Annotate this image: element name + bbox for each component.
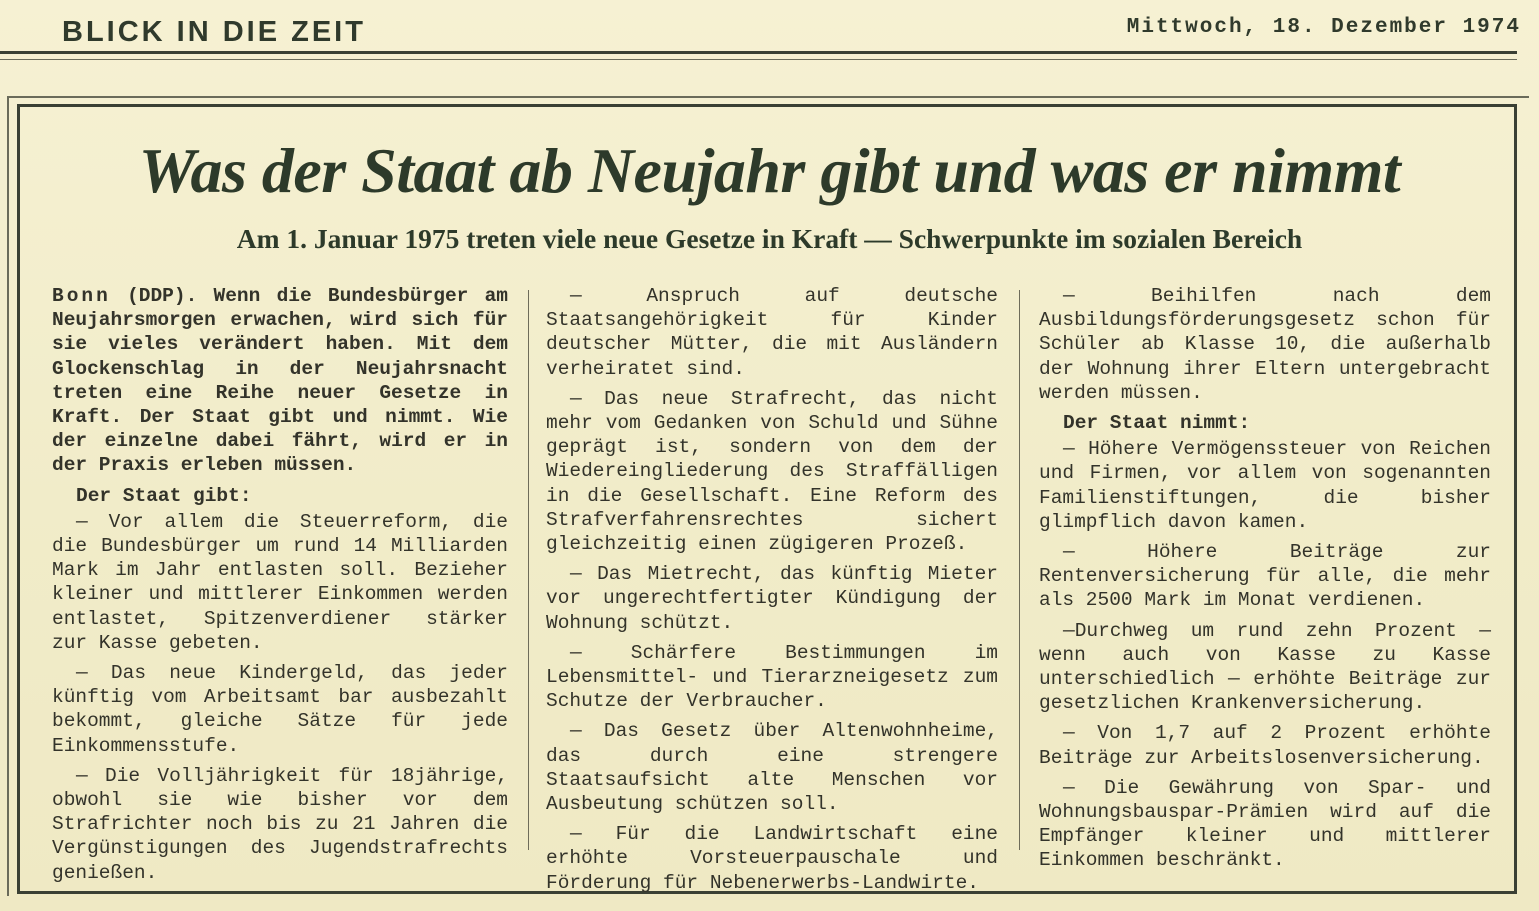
list-item: — Von 1,7 auf 2 Prozent erhöhte Beiträge zur Arbeitslosenversicherung. [1039, 722, 1491, 769]
list-item: — Die Volljährigkeit für 18jährige, obwohl sie wie bisher vor dem Strafrichter noch bis zu 21 Jahren die Vergünstigungen des Jugendstrafrechts genießen. [52, 764, 508, 884]
list-item: — Das neue Kindergeld, das jeder künftig vom Arbeitsamt bar ausbezahlt bekommt, gleiche Sätze für jede Einkommensstufe. [52, 662, 508, 757]
list-item: — Für die Landwirtschaft eine erhöhte Vorsteuerpauschale und Förderung für Nebenerwerbs-Landwirte. [546, 823, 998, 894]
list-item: — Vor allem die Steuerreform, die die Bundesbürger um rund 14 Milliarden Mark im Jahr entlasten soll. Bezieher kleiner und mittlerer Einkommen werden entlastet, Spitzenverdiener stärker zur Kasse gebeten. [52, 510, 508, 654]
list-item: — Die Gewährung von Spar- und Wohnungsbauspar-Prämien wird auf die Empfänger kleiner und mittlerer Einkommen beschränkt. [1039, 776, 1491, 872]
list-item: — Beihilfen nach dem Ausbildungsförderungsgesetz schon für Schüler ab Klasse 10, die außerhalb der Wohnung ihrer Eltern untergebracht werden müssen. [1039, 285, 1491, 404]
masthead-rule-thin [0, 59, 1517, 60]
masthead-rule [0, 51, 1517, 54]
issue-date: Mittwoch, 18. Dezember 1974 [1126, 16, 1521, 39]
list-item: — Das Mietrecht, das künftig Mieter vor ungerechtfertigter Kündigung der Wohnung schützt. [546, 563, 998, 634]
article-headline: Was der Staat ab Neujahr gibt und was er nimmt [138, 135, 1401, 206]
dateline-place: Bonn [52, 285, 111, 307]
article-column-1 [52, 284, 508, 891]
list-item: — Höhere Beiträge zur Rentenversicherung für alle, die mehr als 2500 Mark im Monat verdienen. [1039, 541, 1491, 612]
frame-outer-top-line [9, 96, 1529, 98]
article-subheadline: Am 1. Januar 1975 treten viele neue Gesetze in Kraft — Schwerpunkte im sozialen Bereich [236, 223, 1303, 254]
gives-heading: Der Staat gibt: [76, 484, 252, 507]
column-divider [528, 290, 529, 850]
list-item: — Das neue Strafrecht, das nicht mehr vom Gedanken von Schuld und Sühne geprägt ist, sondern von dem der Wiedereingliederung des Straffälligen in die Gesellschaft. Eine Reform des Strafverfahrensrechtes sichert gleichzeitig einen zügigeren Prozeß. [546, 387, 998, 556]
section-title: BLICK IN DIE ZEIT [62, 16, 366, 48]
list-item: — Das Gesetz über Altenwohnheime, das durch eine strengere Staatsaufsicht alte Menschen vor Ausbeutung schützen soll. [546, 720, 998, 816]
lead-paragraph [52, 284, 508, 478]
takes-heading: Der Staat nimmt: [1063, 412, 1251, 435]
frame-outer-left-line [7, 96, 9, 896]
list-item: —Durchweg um rund zehn Prozent — wenn auch von Kasse zu Kasse unterschiedlich — erhöhte Beiträge zur gesetzlichen Krankenversicherung. [1039, 619, 1491, 715]
article-column-2 [546, 284, 998, 901]
lead-text: (DDP). Wenn die Bundesbürger am Neujahrsmorgen erwachen, wird sich für sie vieles verändert haben. Mit dem Glockenschlag in der Neujahrsnacht treten eine Reihe neuer Gesetze in Kraft. Der Staat gibt und nimmt. Wie der einzelne dabei fährt, wird er in der Praxis erleben müssen. [52, 285, 508, 477]
column-divider [1019, 290, 1020, 850]
list-item: — Schärfere Bestimmungen im Lebensmittel- und Tierarzneigesetz zum Schutze der Verbraucher. [546, 641, 998, 713]
article-column-3 [1039, 284, 1491, 879]
list-item: — Höhere Vermögenssteuer von Reichen und Firmen, vor allem von sogenannten Familienstiftungen, die bisher glimpflich davon kamen. [1039, 438, 1491, 533]
list-item: — Anspruch auf deutsche Staatsangehörigkeit für Kinder deutscher Mütter, die mit Ausländern verheiratet sind. [546, 285, 998, 380]
